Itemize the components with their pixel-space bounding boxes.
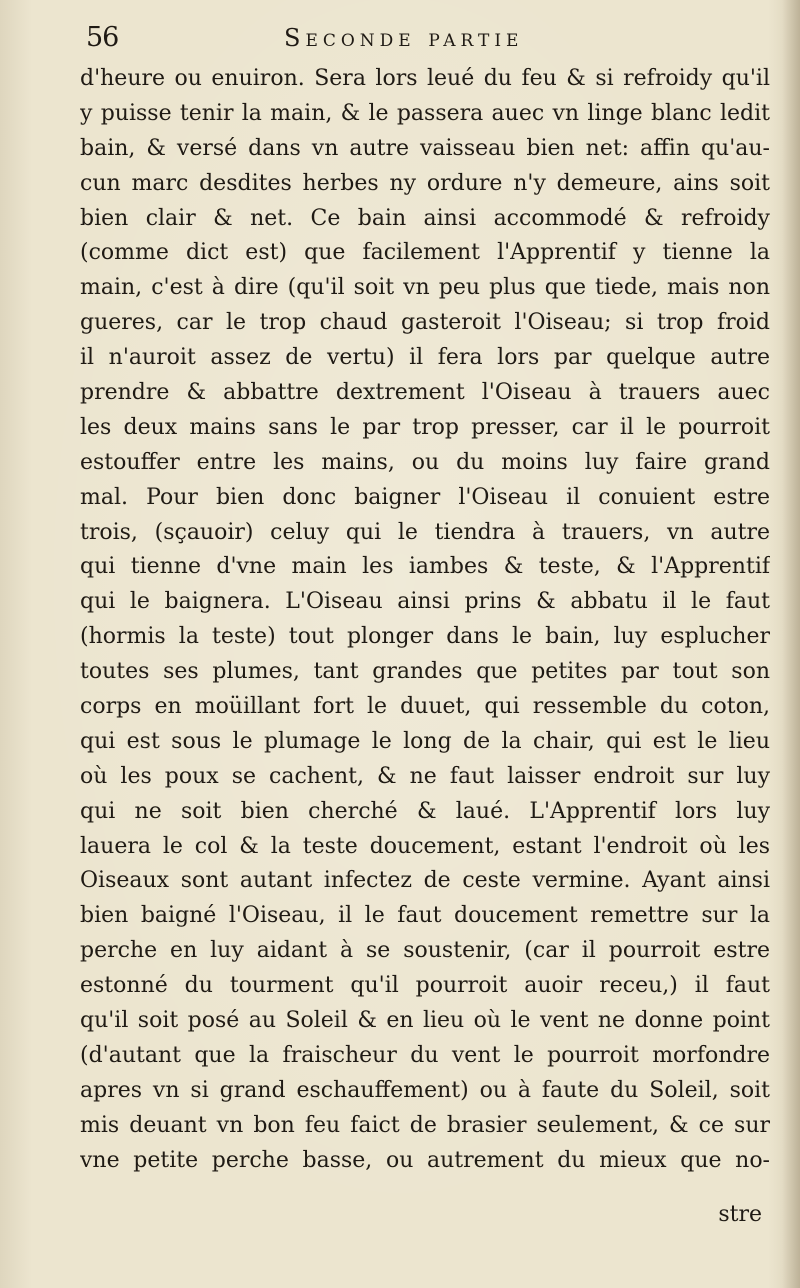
text-line: cun marc desdites herbes ny ordure n'y demeure, ains soit: [80, 170, 770, 196]
text-line: prendre & abbattre dextrement l'Oiseau à trauers auec: [80, 380, 770, 406]
text-line: où les poux se cachent, & ne faut laisser endroit sur luy: [80, 763, 770, 789]
text-line: gueres, car le trop chaud gasteroit l'Oiseau; si trop froid: [80, 310, 770, 336]
page-number: 56: [86, 22, 119, 53]
text-line: perche en luy aidant à se soustenir, (car il pourroit estre: [80, 938, 770, 964]
catchword: stre: [718, 1202, 762, 1227]
text-line: corps en moüillant fort le duuet, qui ressemble du coton,: [80, 694, 770, 720]
text-line: d'heure ou enuiron. Sera lors leué du feu & si refroidy qu'il: [80, 66, 770, 91]
text-line: apres vn si grand eschauffement) ou à faute du Soleil, soit: [80, 1077, 770, 1103]
text-line: vne petite perche basse, ou autrement du mieux que no-: [80, 1147, 770, 1173]
text-line: y puisse tenir la main, & le passera auec vn linge blanc ledit: [80, 100, 770, 126]
text-line: qui ne soit bien cherché & laué. L'Apprentif lors luy: [80, 798, 770, 824]
page-header: [86, 18, 776, 56]
text-line: Oiseaux sont autant infectez de ceste vermine. Ayant ainsi: [80, 868, 770, 894]
body-text: [80, 62, 770, 1179]
catchword-row: [80, 1198, 762, 1232]
text-line: bain, & versé dans vn autre vaisseau bien net: affin qu'au-: [80, 135, 770, 161]
text-line: toutes ses plumes, tant grandes que petites par tout son: [80, 659, 770, 685]
text-line: bien clair & net. Ce bain ainsi accommodé & refroidy: [80, 205, 770, 231]
text-line: main, c'est à dire (qu'il soit vn peu plus que tiede, mais non: [80, 275, 770, 301]
text-line: lauera le col & la teste doucement, estant l'endroit où les: [80, 833, 770, 859]
text-line: (hormis la teste) tout plonger dans le bain, luy esplucher: [80, 624, 770, 650]
text-line: mal. Pour bien donc baigner l'Oiseau il conuient estre: [80, 484, 770, 510]
text-line: qui est sous le plumage le long de la chair, qui est le lieu: [80, 728, 770, 754]
text-line: trois, (sçauoir) celuy qui le tiendra à trauers, vn autre: [80, 519, 770, 545]
text-line: estonné du tourment qu'il pourroit auoir receu,) il faut: [80, 973, 770, 999]
text-line: (d'autant que la fraischeur du vent le pourroit morfondre: [80, 1042, 770, 1068]
text-line: mis deuant vn bon feu faict de brasier seulement, & ce sur: [80, 1112, 770, 1138]
text-line: qui tienne d'vne main les iambes & teste, & l'Apprentif: [80, 554, 770, 580]
running-title: Seconde partie: [284, 24, 524, 52]
text-line: les deux mains sans le par trop presser, car il le pourroit: [80, 414, 770, 440]
text-line: (comme dict est) que facilement l'Apprentif y tienne la: [80, 240, 770, 266]
text-line: il n'auroit assez de vertu) il fera lors par quelque autre: [80, 345, 770, 371]
text-line: qui le baignera. L'Oiseau ainsi prins & abbatu il le faut: [80, 589, 770, 615]
text-line: bien baigné l'Oiseau, il le faut doucement remettre sur la: [80, 903, 770, 929]
text-line: qu'il soit posé au Soleil & en lieu où le vent ne donne point: [80, 1008, 770, 1034]
page-edge-shadow: [782, 0, 800, 1288]
text-line: estouffer entre les mains, ou du moins luy faire grand: [80, 449, 770, 475]
